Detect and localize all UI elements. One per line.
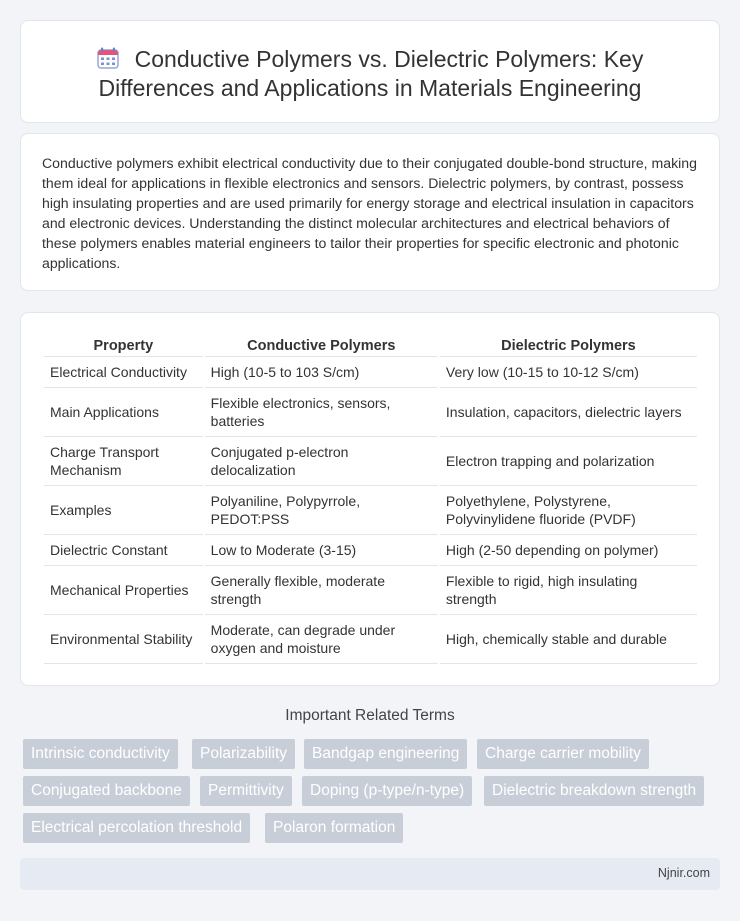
table-row	[44, 566, 697, 615]
table-cell: Generally flexible, moderate strength	[205, 566, 438, 615]
term-tag[interactable]: Permittivity	[200, 776, 292, 806]
table-cell: Low to Moderate (3-15)	[205, 535, 438, 566]
term-tag[interactable]: Charge carrier mobility	[477, 739, 649, 769]
table-cell: Flexible to rigid, high insulating strength	[440, 566, 697, 615]
table-cell: Mechanical Properties	[44, 566, 203, 615]
table-row	[44, 535, 697, 566]
table-row	[44, 486, 697, 535]
table-cell: Very low (10-15 to 10-12 S/cm)	[440, 357, 697, 388]
term-tag[interactable]: Doping (p-type/n-type)	[302, 776, 472, 806]
page-title-text: Conductive Polymers vs. Dielectric Polymers: Key Differences and Applications in Materials Engineering	[98, 46, 644, 101]
term-tag[interactable]: Conjugated backbone	[23, 776, 190, 806]
related-terms-title: Important Related Terms	[285, 707, 455, 724]
table-cell: Moderate, can degrade under oxygen and moisture	[205, 615, 438, 664]
table-header-row	[44, 333, 697, 357]
table-cell: Environmental Stability	[44, 615, 203, 664]
table-cell: Polyethylene, Polystyrene, Polyvinylidene fluoride (PVDF)	[440, 486, 697, 535]
table-header: Dielectric Polymers	[440, 333, 697, 357]
comparison-table-card	[20, 312, 720, 686]
table-row	[44, 388, 697, 437]
table-cell: High (10-5 to 103 S/cm)	[205, 357, 438, 388]
table-cell: Dielectric Constant	[44, 535, 203, 566]
table-cell: Electrical Conductivity	[44, 357, 203, 388]
table-row	[44, 615, 697, 664]
intro-paragraph: Conductive polymers exhibit electrical conductivity due to their conjugated double-bond structure, making them ideal for applications in flexible electronics and sensors. Dielectric polymers, by contrast, possess high insulating properties and are used primarily for energy storage and electrical insulation in capacitors and electronic devices. Understanding the distinct molecular architectures and electrical behaviors of these polymers enables material engineers to tailor their properties for specific electronic and photonic applications.	[42, 155, 697, 271]
term-tag[interactable]: Electrical percolation threshold	[23, 813, 250, 843]
table-row	[44, 357, 697, 388]
table-cell: Conjugated p-electron delocalization	[205, 437, 438, 486]
term-tag[interactable]: Polaron formation	[265, 813, 403, 843]
table-header: Property	[44, 333, 203, 357]
table-cell: Insulation, capacitors, dielectric layers	[440, 388, 697, 437]
comparison-table	[42, 333, 699, 664]
term-tag[interactable]: Intrinsic conductivity	[23, 739, 178, 769]
table-cell: Electron trapping and polarization	[440, 437, 697, 486]
table-cell: High (2-50 depending on polymer)	[440, 535, 697, 566]
page-title	[51, 45, 689, 103]
intro-card	[20, 133, 720, 291]
table-cell: Examples	[44, 486, 203, 535]
table-cell: Flexible electronics, sensors, batteries	[205, 388, 438, 437]
table-cell: Main Applications	[44, 388, 203, 437]
table-cell: Polyaniline, Polypyrrole, PEDOT:PSS	[205, 486, 438, 535]
term-tag[interactable]: Bandgap engineering	[304, 739, 467, 769]
calendar-icon	[97, 47, 119, 69]
table-cell: High, chemically stable and durable	[440, 615, 697, 664]
footer-site-link[interactable]: Njnir.com	[657, 866, 710, 880]
footer-bar	[20, 858, 720, 890]
table-cell: Charge Transport Mechanism	[44, 437, 203, 486]
table-header: Conductive Polymers	[205, 333, 438, 357]
term-tag[interactable]: Polarizability	[192, 739, 295, 769]
term-tag[interactable]: Dielectric breakdown strength	[484, 776, 704, 806]
title-card	[20, 20, 720, 123]
table-row	[44, 437, 697, 486]
